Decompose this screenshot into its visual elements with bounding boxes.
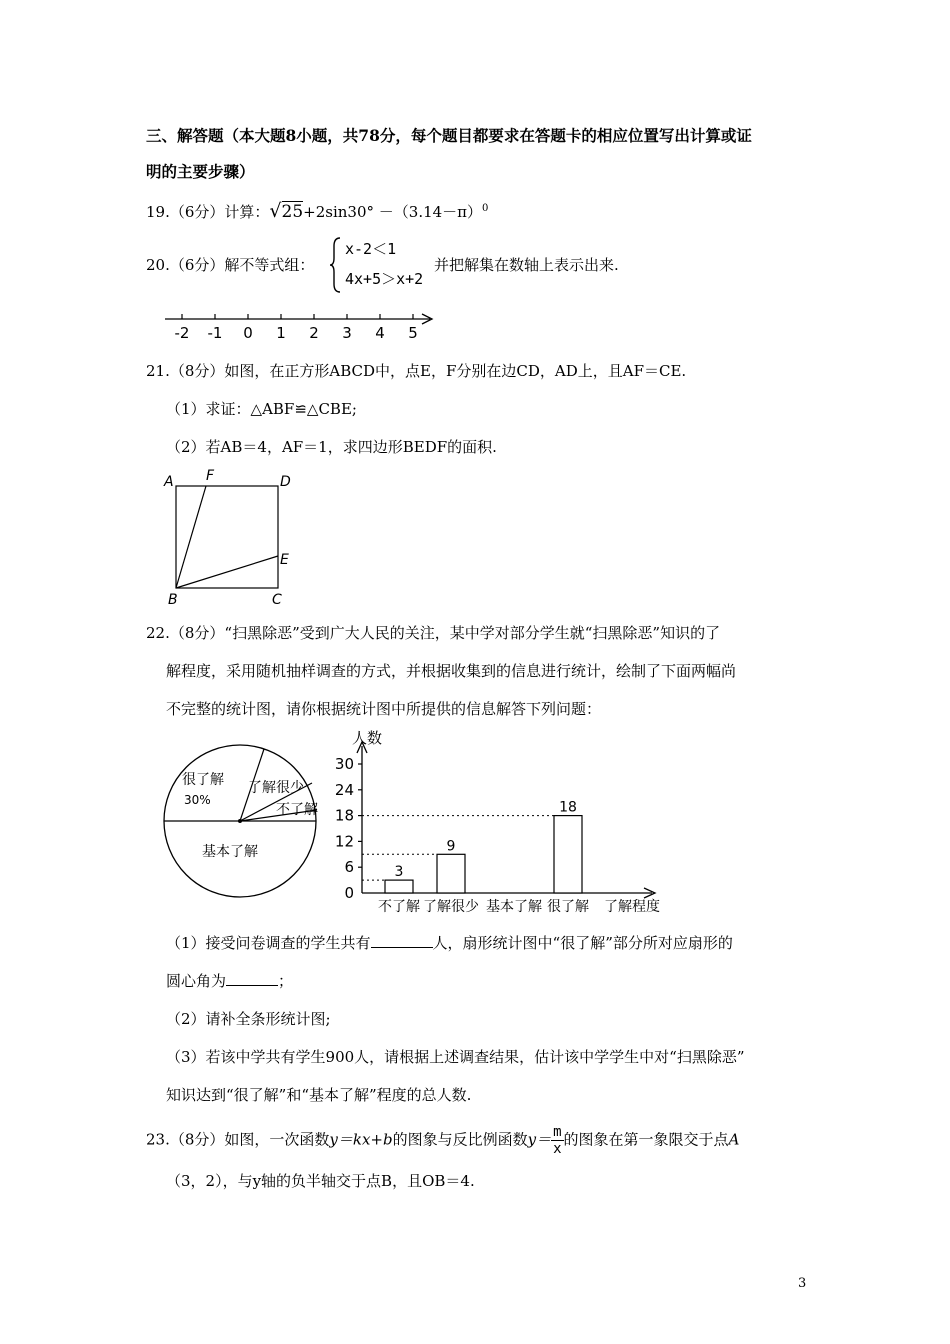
q19-radicand: 25 [281,202,304,222]
section-title-line2: 明的主要步骤） [146,162,255,181]
q19-prefix: 19.（6分）计算： [146,203,270,221]
y-tick-label: 18 [334,806,354,825]
q23-line1e: 的图象在第一象限交于点 [563,1130,729,1149]
q23-point-A: A [728,1130,740,1149]
x-axis-label: 了解程度 [604,899,660,915]
y-tick-label: 24 [334,780,354,799]
q22-part1b: 人，扇形统计图中“很了解”部分所对应扇形的 [432,934,733,952]
bar-2 [437,854,465,893]
pie-chart [160,744,326,904]
q22-part1d: ； [278,972,294,990]
bar-value-label: 9 [446,838,456,855]
pie-label-none: 不了解 [276,802,318,818]
number-line-label: 4 [375,324,385,342]
label-E: E [280,552,289,568]
section-title-line1: 三、解答题（本大题8小题，共78分，每个题目都要求在答题卡的相应位置写出计算或证 [146,126,752,145]
question-19 [146,200,488,222]
q19-exponent: 0 [482,203,489,214]
q20-ineq2: 4x+5＞x+2 [345,270,424,288]
bar-4 [554,816,582,893]
q23-fraction [551,1124,563,1157]
q21-part2: （2）若AB＝4，AF＝1，求四边形BEDF的面积. [166,438,497,456]
pie-label-little: 了解很少 [248,780,304,796]
answer-blank-angle[interactable] [226,971,278,986]
x-category-label: 很了解 [547,899,589,915]
q22-part1-line2 [166,970,293,991]
q23-line2: （3，2），与y轴的负半轴交于点B，且OB＝4. [166,1172,475,1190]
q23-linear-fn: y＝kx+b [329,1130,393,1149]
q22-part1c: 圆心角为 [166,972,227,990]
bar-value-label: 3 [394,864,404,881]
number-line-label: 1 [276,324,286,342]
label-F: F [206,468,215,484]
q23-frac-den: x [553,1141,562,1157]
pie-label-basic: 基本了解 [202,844,258,860]
label-C: C [272,592,282,607]
number-line-label: 5 [408,324,418,342]
q23-line1a: 23.（8分）如图，一次函数 [146,1130,330,1149]
number-line-label: -2 [174,324,190,342]
q22-stem2: 解程度，采用随机抽样调查的方式，并根据收集到的信息进行统计，绘制了下面两幅尚 [166,662,737,680]
q22-stem1: 22.（8分）“扫黑除恶”受到广大人民的关注，某中学对部分学生就“扫黑除恶”知识的了 [146,624,721,642]
number-line-label: 3 [342,324,352,342]
number-line-label: 0 [243,324,253,342]
pie-label-very: 很了解 [182,772,224,788]
y-tick-label: 0 [344,884,354,902]
q22-part1a: （1）接受问卷调查的学生共有 [166,934,371,952]
number-line [160,305,440,345]
number-line-label: 2 [309,324,319,342]
q22-stem3: 不完整的统计图，请你根据统计图中所提供的信息解答下列问题： [166,700,602,718]
q23-line1 [146,1124,739,1157]
x-category-label: 了解很少 [423,899,479,915]
y-tick-label: 6 [344,858,354,877]
bar-value-label: 18 [559,799,577,816]
q20-prefix: 20.（6分）解不等式组： [146,256,315,274]
sqrt-symbol: √ [269,200,282,222]
q22-part3b: 知识达到“很了解”和“基本了解”程度的总人数. [166,1086,472,1104]
pie-label-very-pct: 30% [184,793,211,807]
label-A: A [164,474,174,490]
q23-frac-num: m [553,1124,562,1140]
answer-blank-total[interactable] [371,933,433,948]
brace-icon [328,236,344,294]
q22-part1-line1 [166,932,733,953]
number-line-label: -1 [207,324,223,342]
y-axis-label: 人数 [352,729,383,747]
label-B: B [168,592,178,607]
y-tick-label: 12 [334,832,354,851]
q23-line1c: 的图象与反比例函数 [392,1130,528,1149]
q22-part3a: （3）若该中学共有学生900人，请根据上述调查结果，估计该中学学生中对“扫黑除恶” [166,1048,745,1066]
label-D: D [280,474,291,490]
y-tick-label: 30 [334,755,354,773]
bar-1 [385,880,413,893]
q23-y-eq: y＝ [527,1130,552,1149]
q21-part1: （1）求证：△ABF≌△CBE; [166,400,357,418]
bar-chart [330,726,670,918]
x-category-label: 不了解 [378,899,420,915]
q20-ineq1: x-2＜1 [345,240,397,258]
q19-rest: +2sin30° －（3.14－π） [303,203,483,221]
x-category-label: 基本了解 [486,899,542,915]
page-number: 3 [798,1276,807,1291]
q21-stem: 21.（8分）如图，在正方形ABCD中，点E，F分别在边CD，AD上，且AF＝CE. [146,362,687,380]
q22-part2: （2）请补全条形统计图; [166,1010,331,1028]
q20-suffix: 并把解集在数轴上表示出来. [434,256,619,274]
square-figure [160,462,300,607]
